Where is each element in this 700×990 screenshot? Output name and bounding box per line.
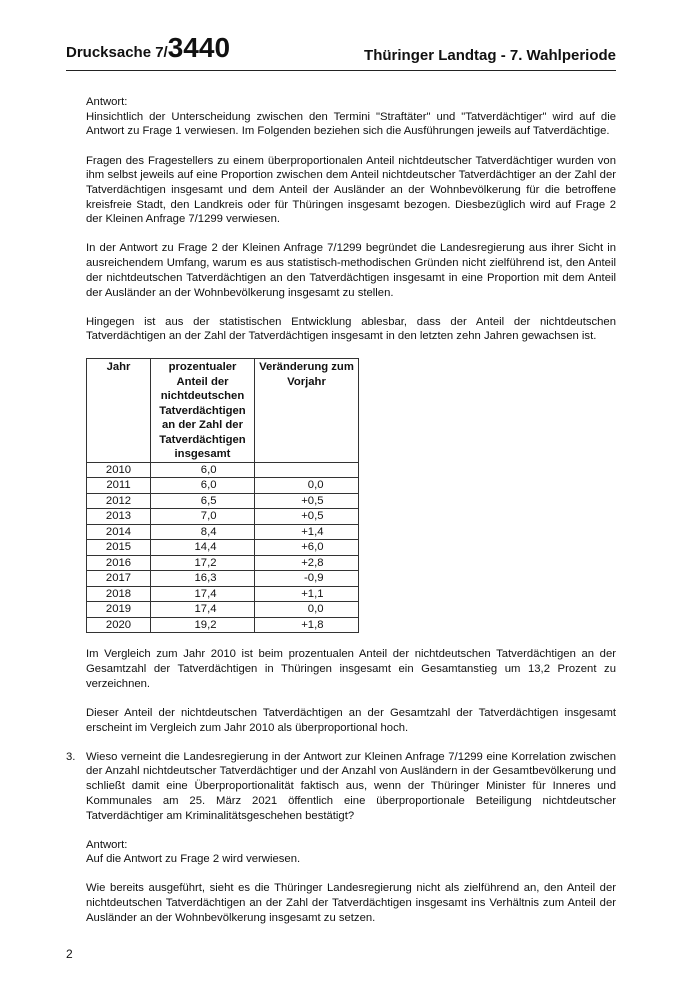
cell-percentage-value: 6,0 xyxy=(200,463,217,476)
cell-change-value: +1,8 xyxy=(301,618,324,631)
question-number: 3. xyxy=(66,750,76,763)
cell-year: 2011 xyxy=(87,478,151,494)
column-header-change: Veränderung zum Vorjahr xyxy=(255,359,359,463)
statistics-table xyxy=(86,358,359,633)
answer-3-paragraph-1 xyxy=(86,838,616,867)
cell-year: 2012 xyxy=(87,493,151,509)
cell-change xyxy=(255,571,359,587)
answer-1-paragraph-2: Fragen des Fragestellers zu einem überproportionalen Anteil nichtdeutscher Tatverdächtiger wurden von ihm selbst jeweils auf eine Proportion zwischen dem Anteil nichtdeutscher Tatverdächtiger an der Zahl der Tatverdächtigen insgesamt und dem Anteil der Ausländer an der Wohnbevölkerung für die betroffene kreisfreie Stadt, den Landkreis oder für Thüringen insgesamt bezogen. Diesbezüglich wird auf Frage 2 der Kleinen Anfrage 7/1299 verwiesen. xyxy=(86,154,616,226)
table-row xyxy=(87,602,359,618)
cell-percentage-value: 7,0 xyxy=(200,510,217,523)
answer-1-text-1: Hinsichtlich der Unterscheidung zwischen den Termini "Straftäter" und "Tatverdächtiger" wird auf die Antwort zu Frage 1 verwiesen. Im Folgenden beziehen sich die Ausführungen jeweils auf Tatverdächtige. xyxy=(86,110,616,138)
cell-percentage-value: 19,2 xyxy=(194,618,217,631)
table-row xyxy=(87,462,359,478)
table-row xyxy=(87,617,359,633)
document-number-prefix: Drucksache 7/ xyxy=(66,44,168,61)
page-number: 2 xyxy=(66,947,73,961)
table-row xyxy=(87,509,359,525)
answer-3-text-1: Auf die Antwort zu Frage 2 wird verwiesen. xyxy=(86,853,301,866)
cell-year: 2013 xyxy=(87,509,151,525)
cell-year: 2017 xyxy=(87,571,151,587)
table-row xyxy=(87,586,359,602)
cell-year: 2019 xyxy=(87,602,151,618)
cell-change xyxy=(255,586,359,602)
cell-change-value: +1,4 xyxy=(301,525,324,538)
table-body xyxy=(87,462,359,633)
cell-percentage xyxy=(151,509,255,525)
cell-change xyxy=(255,462,359,478)
cell-percentage xyxy=(151,617,255,633)
cell-percentage-value: 14,4 xyxy=(194,541,217,554)
cell-percentage xyxy=(151,602,255,618)
cell-change-value: +6,0 xyxy=(301,541,324,554)
cell-change-value: +2,8 xyxy=(301,556,324,569)
parliament-title: Thüringer Landtag - 7. Wahlperiode xyxy=(364,47,616,64)
cell-percentage-value: 6,0 xyxy=(200,479,217,492)
cell-percentage-value: 16,3 xyxy=(194,572,217,585)
cell-year: 2015 xyxy=(87,540,151,556)
cell-percentage-value: 17,4 xyxy=(194,603,217,616)
cell-percentage-value: 17,2 xyxy=(194,556,217,569)
cell-percentage xyxy=(151,478,255,494)
cell-percentage xyxy=(151,555,255,571)
cell-change xyxy=(255,617,359,633)
cell-percentage-value: 17,4 xyxy=(194,587,217,600)
cell-percentage xyxy=(151,586,255,602)
cell-change xyxy=(255,540,359,556)
cell-change-value: -0,9 xyxy=(304,572,324,585)
cell-change xyxy=(255,555,359,571)
table-row xyxy=(87,524,359,540)
cell-change xyxy=(255,478,359,494)
cell-percentage xyxy=(151,571,255,587)
cell-year: 2016 xyxy=(87,555,151,571)
after-table-paragraph-1: Im Vergleich zum Jahr 2010 ist beim prozentualen Anteil der nichtdeutschen Tatverdächtigen an der Gesamtzahl der Tatverdächtigen in Thüringen insgesamt ein Gesamtanstieg um 13,2 Prozent zu verzeichnen. xyxy=(86,648,616,690)
table-row xyxy=(87,478,359,494)
cell-percentage xyxy=(151,493,255,509)
cell-percentage xyxy=(151,462,255,478)
answer-1-paragraph-1 xyxy=(86,95,616,139)
cell-change xyxy=(255,509,359,525)
page-content xyxy=(66,95,616,940)
page-header xyxy=(66,32,616,71)
cell-change-value: +0,5 xyxy=(301,510,324,523)
cell-change xyxy=(255,493,359,509)
column-header-year: Jahr xyxy=(87,359,151,463)
answer-label: Antwort: xyxy=(86,838,128,851)
document-number xyxy=(66,32,230,64)
cell-percentage-value: 8,4 xyxy=(200,525,217,538)
cell-year: 2014 xyxy=(87,524,151,540)
document-number-value: 3440 xyxy=(167,32,231,63)
cell-year: 2010 xyxy=(87,462,151,478)
cell-percentage xyxy=(151,524,255,540)
cell-year: 2018 xyxy=(87,586,151,602)
table-row xyxy=(87,493,359,509)
cell-percentage-value: 6,5 xyxy=(200,494,217,507)
cell-change xyxy=(255,524,359,540)
cell-change xyxy=(255,602,359,618)
answer-1-paragraph-4: Hingegen ist aus der statistischen Entwicklung ablesbar, dass der Anteil der nichtdeutschen Tatverdächtigen an der Zahl der Tatverdächtigen insgesamt in den letzten zehn Jahren gewachsen ist. xyxy=(86,315,616,343)
cell-change-value: 0,0 xyxy=(307,479,324,492)
cell-percentage xyxy=(151,540,255,556)
answer-3-paragraph-2: Wie bereits ausgeführt, sieht es die Thüringer Landesregierung nicht als zielführend an, den Anteil der nichtdeutschen Tatverdächtigen an der Zahl der Tatverdächtigen insgesamt ins Verhältnis zum Anteil der Ausländer an der Wohnbevölkerung insgesamt zu setzen. xyxy=(86,882,616,924)
table-row xyxy=(87,571,359,587)
answer-label: Antwort: xyxy=(86,96,128,108)
answer-1-paragraph-3: In der Antwort zu Frage 2 der Kleinen Anfrage 7/1299 begründet die Landesregierung aus ihrer Sicht in ausreichendem Umfang, warum es aus statistisch-methodischen Gründen nicht zielführend ist, den Anteil der nichtdeutschen Tatverdächtigen an den Tatverdächtigen insgesamt in eine Proportion mit dem Anteil der Ausländer an der Wohnbevölkerung insgesamt zu stellen. xyxy=(86,242,616,299)
cell-change-value: +1,1 xyxy=(301,587,324,600)
column-header-percentage: prozentualer Anteil der nichtdeutschen Tatverdächtigen an der Zahl der Tatverdächtigen insgesamt xyxy=(151,359,255,463)
cell-change-value: 0,0 xyxy=(307,603,324,616)
table-row xyxy=(87,540,359,556)
cell-year: 2020 xyxy=(87,617,151,633)
question-3-text: Wieso verneint die Landesregierung in der Antwort zur Kleinen Anfrage 7/1299 eine Korrelation zwischen der Anzahl nichtdeutscher Tatverdächtiger und der Anzahl von Ausländern in der Gesamtbevölkerung und schließt damit eine Überproportionalität faktisch aus, wenn der Thüringer Minister für Inneres und Kommunales am 25. März 2021 öffentlich eine überproportionale Beteiligung nichtdeutscher Tatverdächtiger am Kriminalitätsgeschehen bestätigt? xyxy=(86,750,616,822)
table-header-row xyxy=(87,359,359,463)
after-table-paragraph-2: Dieser Anteil der nichtdeutschen Tatverdächtigen an der Gesamtzahl der Tatverdächtigen insgesamt erscheint im Vergleich zum Jahr 2010 als überproportional hoch. xyxy=(86,706,616,734)
table-row xyxy=(87,555,359,571)
question-3 xyxy=(66,750,616,824)
cell-change-value: +0,5 xyxy=(301,494,324,507)
